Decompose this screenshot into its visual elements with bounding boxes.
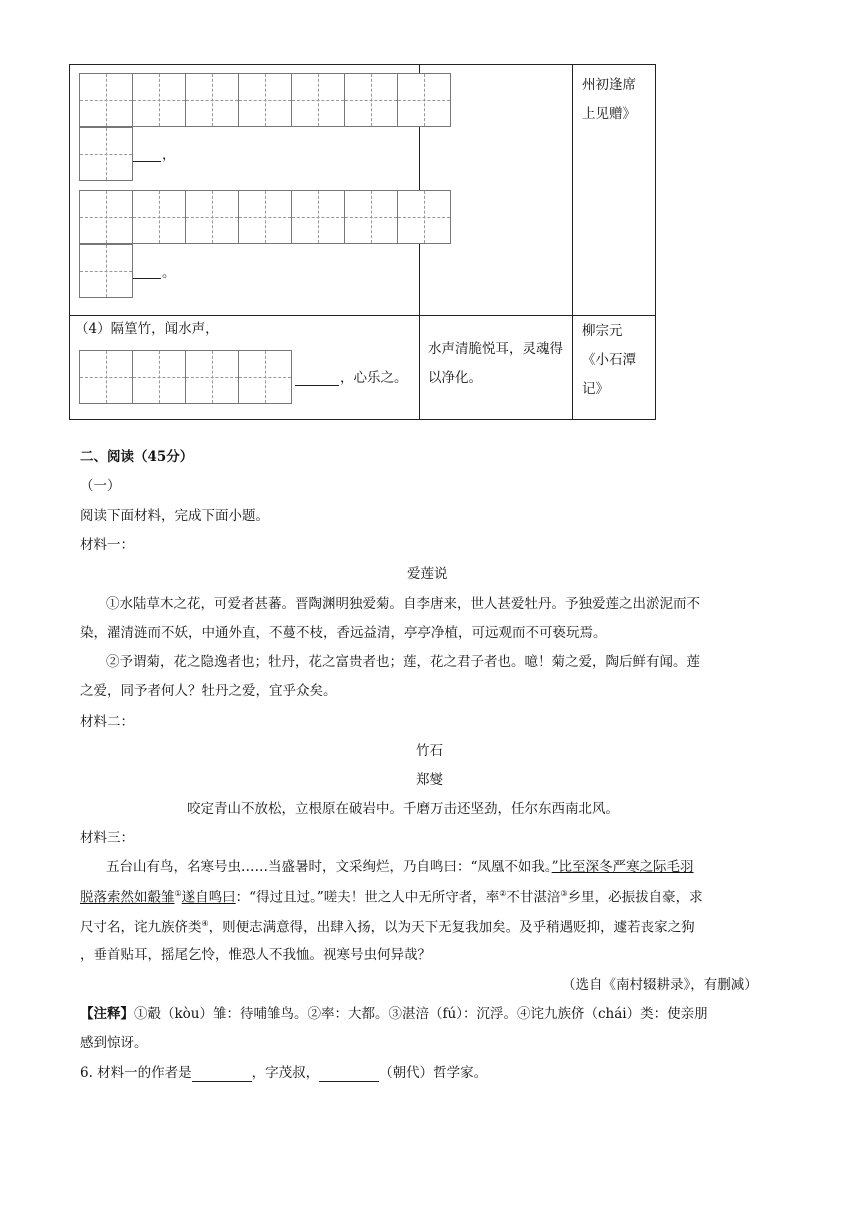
poem-text: 咬定青山不放松，立根原在破岩中。千磨万击还坚劲，任尔东西南北风。: [187, 801, 619, 817]
sub-title: （一）: [80, 478, 121, 494]
notes-line: 感到惊讶。: [80, 1035, 148, 1051]
section-title: 二、阅读（45分）: [80, 449, 194, 465]
question-6: 6. 材料一的作者是 ，字茂叔， （朝代）哲学家。: [80, 1065, 488, 1081]
writing-grid[interactable]: [79, 73, 450, 127]
punctuation: ，: [162, 147, 176, 163]
writing-grid[interactable]: [79, 127, 132, 181]
poem-author: 郑燮: [416, 772, 443, 788]
writing-grid[interactable]: [79, 350, 291, 404]
material-label: 材料三：: [80, 830, 134, 846]
writing-grid[interactable]: [79, 244, 132, 298]
source-cell: 柳宗元《小石潭记》: [582, 323, 636, 397]
underlined-text: ”比至深冬严寒之际毛羽: [551, 859, 694, 875]
meaning-cell: 水声清脆悦耳，灵魂得以净化。: [428, 341, 563, 386]
answer-blank[interactable]: [319, 1067, 379, 1082]
answer-blank[interactable]: [133, 278, 161, 279]
answer-blank[interactable]: [295, 385, 339, 386]
punctuation: 。: [162, 265, 176, 281]
paragraph-line: ，垂首贴耳，摇尾乞怜，惟恐人不我恤。视寒号虫何异哉？: [80, 947, 431, 963]
paragraph: 染，濯清涟而不妖，中通外直，不蔓不枝，香远益清，亭亭净植，可远观而不可亵玩焉。: [80, 625, 607, 641]
question-suffix: ，心乐之。: [340, 370, 408, 386]
paragraph-line: 尺寸名，诧九族侪类④，则便志满意得，出肆入扬，以为天下无复我加矣。及乎稍遇贬抑，遽若丧家之狗: [80, 919, 695, 936]
instruction: 阅读下面材料，完成下面小题。: [80, 508, 269, 524]
question-prefix: （4）隔篁竹，闻水声，: [75, 321, 219, 337]
paragraph: ①水陆草木之花，可爱者甚蕃。晋陶渊明独爱菊。自李唐来，世人甚爱牡丹。予独爱莲之出淤泥而不: [106, 596, 700, 612]
poem-title: 竹石: [416, 743, 443, 759]
paragraph: ②予谓菊，花之隐逸者也；牡丹，花之富贵者也；莲，花之君子者也。噫！菊之爱，陶后鲜有闻。莲: [106, 654, 700, 670]
paragraph-line: 脱落索然如觳雏①遂自鸣曰：“得过且过。”嗟夫！世之人中无所守者，率②不甘湛涪③乡里，必振拔自豪，求: [80, 889, 703, 906]
paragraph: 之爱，同予者何人？牡丹之爱，宜乎众矣。: [80, 683, 337, 699]
paragraph-line: 五台山有鸟，名寒号虫……当盛暑时，文采绚烂，乃自鸣曰：“凤凰不如我。”比至深冬严寒之际毛羽: [106, 859, 694, 875]
answer-blank[interactable]: [133, 161, 161, 162]
material-title: 爱莲说: [407, 566, 448, 582]
material-label: 材料二：: [80, 714, 134, 730]
answer-table: [69, 64, 656, 420]
table-divider: [572, 65, 573, 419]
notes-line: 【注释】①觳（kòu）雏：待哺雏鸟。②率：大都。③湛涪（fú）：沉浮。④诧九族侪（chái）类：使亲朋: [80, 1006, 708, 1022]
source-note: （选自《南村辍耕录》，有删减）: [562, 977, 758, 993]
source-cell: 州初逢席上见赠》: [582, 77, 636, 122]
material-label: 材料一：: [80, 537, 134, 553]
writing-grid[interactable]: [79, 190, 450, 244]
answer-blank[interactable]: [192, 1067, 252, 1082]
table-divider: [70, 315, 655, 316]
